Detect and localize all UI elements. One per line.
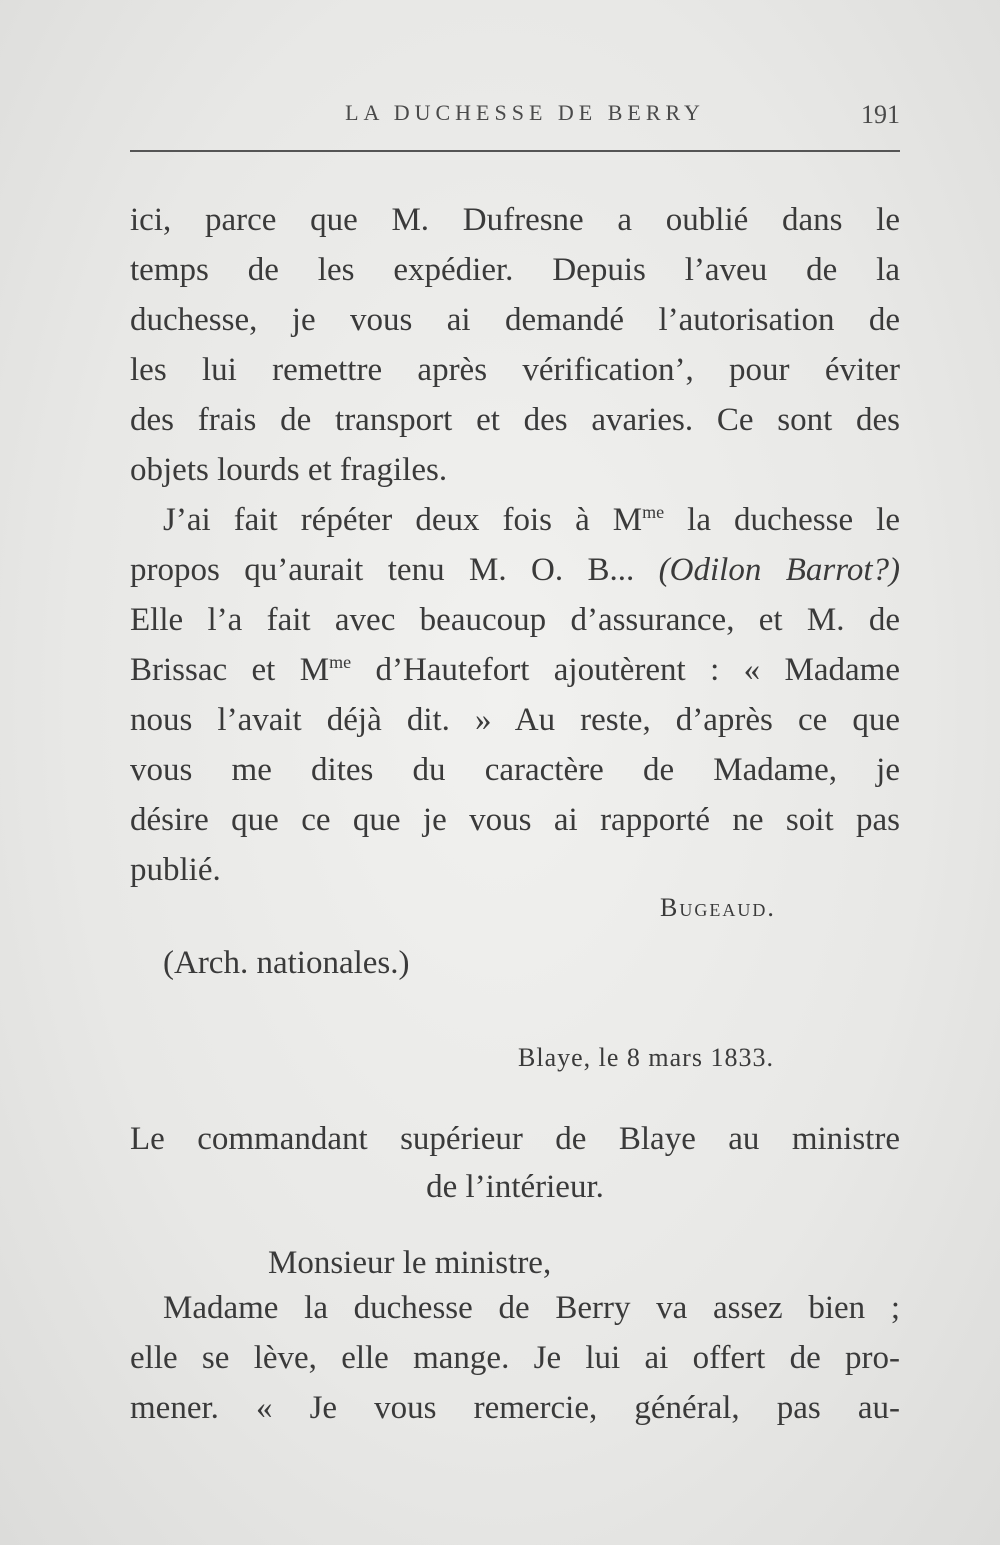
page-number: 191 [861,100,900,129]
text-line [130,495,900,545]
text-line: publié. [130,852,221,888]
letter-heading [130,1115,900,1211]
text-fragment: d’Hautefort ajoutèrent : « Madame [351,652,900,688]
text-fragment: la duchesse le [664,502,900,538]
running-title: LA DUCHESSE DE BERRY [345,100,705,125]
text-line: elle se lève, elle mange. Je lui ai offert de pro- [130,1340,900,1376]
text-line: désire que ce que je vous ai rapporté ne soit pas [130,802,900,838]
header-rule [130,150,900,152]
heading-line: Le commandant supérieur de Blaye au ministre [130,1121,900,1157]
text-line [130,645,900,695]
main-text [130,195,900,895]
text-line: mener. « Je vous remercie, général, pas au- [130,1390,900,1426]
text-fragment: Brissac et M [130,652,330,688]
heading-line: de l’intérieur. [426,1169,604,1205]
salutation: Monsieur le ministre, [268,1245,552,1281]
text-line: les lui remettre après vérification’, pour éviter [130,352,900,388]
text-line: temps de les expédier. Depuis l’aveu de la [130,252,900,288]
signature: Bugeaud. [660,893,776,922]
text-line: duchesse, je vous ai demandé l’autorisation de [130,302,900,338]
text-line: nous l’avait déjà dit. » Au reste, d’après ce que [130,702,900,738]
text-line: Madame la duchesse de Berry va assez bien ; [163,1290,900,1326]
superscript: me [329,652,352,672]
running-head [130,100,900,136]
text-line: objets lourds et fragiles. [130,452,448,488]
text-fragment: J’ai fait répéter deux fois à M [163,502,643,538]
letter-body [130,1283,900,1433]
text-fragment: propos qu’aurait tenu M. O. B... [130,552,659,588]
text-line: vous me dites du caractère de Madame, je [130,752,900,788]
text-line: ici, parce que M. Dufresne a oublié dans le [130,202,900,238]
text-line: Elle l’a fait avec beaucoup d’assurance, et M. de [130,602,900,638]
italic-fragment: (Odilon Barrot?) [658,552,900,588]
archive-note: (Arch. nationales.) [163,945,410,981]
superscript: me [642,502,665,522]
dateline: Blaye, le 8 mars 1833. [518,1043,774,1072]
text-line: des frais de transport et des avaries. Ce sont des [130,402,900,438]
text-line [130,545,900,595]
